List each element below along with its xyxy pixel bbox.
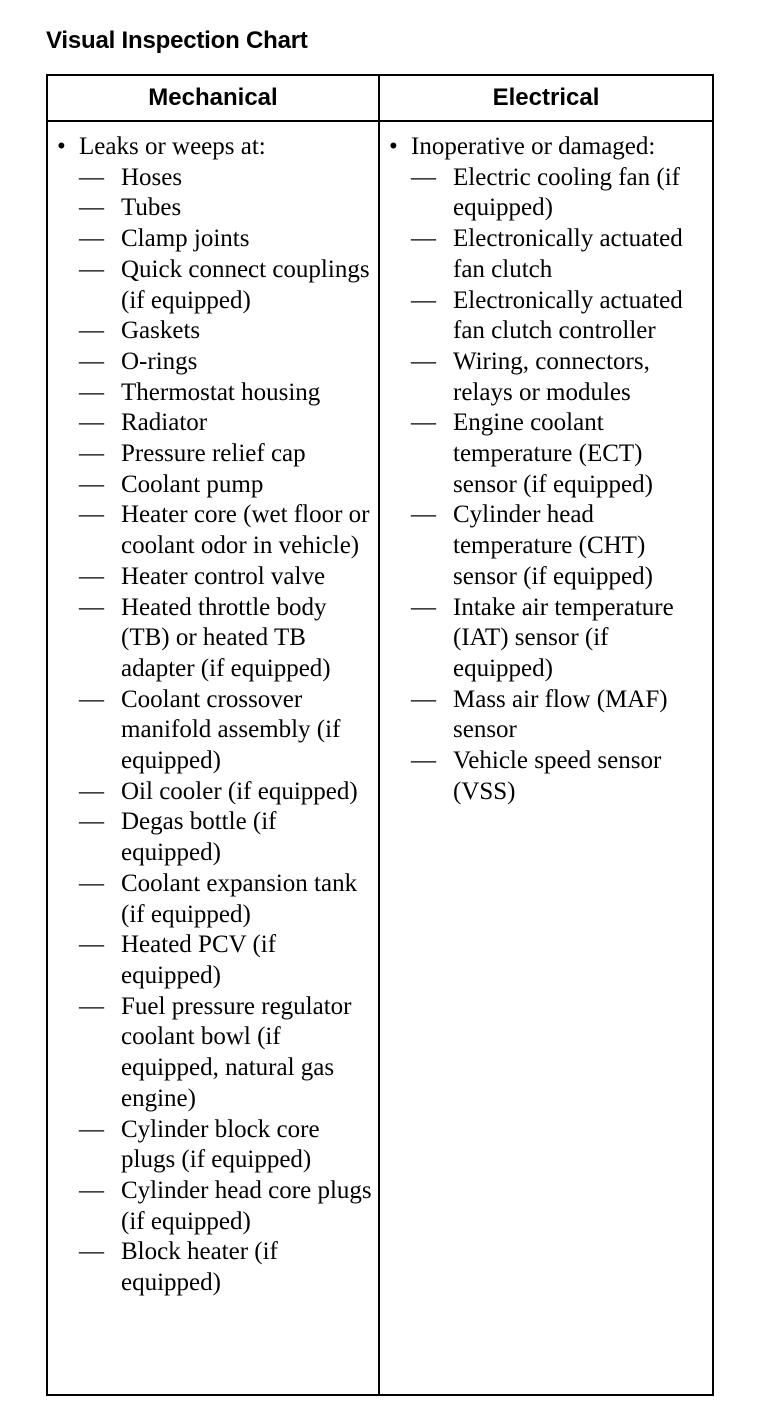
dash-glyph: — [411, 685, 436, 713]
list-item-text: Heater control valve [121, 562, 326, 590]
column-header-electrical: Electrical [379, 75, 713, 121]
electrical-list [389, 163, 706, 808]
list-item-text: Heated PCV (if equipped) [121, 931, 277, 989]
dash-glyph: — [79, 409, 104, 437]
list-item [57, 869, 372, 930]
list-item [57, 992, 372, 1115]
dash-glyph: — [411, 593, 436, 621]
list-item [389, 593, 706, 685]
list-item [57, 500, 372, 561]
list-item [57, 777, 372, 808]
list-item [57, 1115, 372, 1176]
list-item-text: Clamp joints [121, 225, 250, 253]
list-item-text: Cylinder head temperature (CHT) sensor (if equipped) [453, 501, 653, 590]
list-item [57, 470, 372, 501]
electrical-cell [379, 121, 713, 1395]
mechanical-cell [47, 121, 379, 1395]
dash-glyph: — [79, 317, 104, 345]
inspection-table [46, 74, 714, 1396]
list-item-text: Radiator [121, 409, 208, 437]
dash-glyph: — [79, 869, 104, 897]
list-item-text: Mass air flow (MAF) sensor [453, 685, 668, 744]
dash-glyph: — [79, 163, 104, 191]
dash-glyph: — [411, 286, 436, 314]
list-item [389, 347, 706, 408]
dash-glyph: — [79, 194, 104, 222]
list-item-text: Heater core (wet floor or coolant odor in vehicle) [121, 501, 370, 560]
list-item-text: Electronically actuated fan clutch [453, 225, 683, 283]
list-item [57, 807, 372, 868]
dash-glyph: — [79, 808, 104, 836]
list-item [389, 685, 706, 746]
list-item [57, 685, 372, 777]
dash-glyph: — [79, 1176, 104, 1204]
list-item-text: Vehicle speed sensor (VSS) [453, 747, 662, 805]
dash-glyph: — [79, 440, 104, 468]
dash-glyph: — [411, 163, 436, 191]
list-item [57, 1176, 372, 1237]
list-item-text: Wiring, connectors, relays or modules [453, 347, 650, 406]
list-item [57, 408, 372, 439]
list-item-text: Quick connect couplings (if equipped) [121, 255, 370, 314]
list-item [57, 255, 372, 316]
dash-glyph: — [79, 225, 104, 253]
list-item [389, 500, 706, 592]
dash-glyph: — [79, 992, 104, 1020]
dash-glyph: — [79, 777, 104, 805]
list-item [57, 439, 372, 470]
dash-glyph: — [79, 255, 104, 283]
list-item [57, 163, 372, 194]
dash-glyph: — [79, 685, 104, 713]
list-item-text: Oil cooler (if equipped) [121, 777, 358, 805]
dash-glyph: — [79, 347, 104, 375]
bullet-glyph: • [57, 133, 66, 160]
mechanical-intro [57, 132, 372, 163]
list-item-text: Electric cooling fan (if equipped) [453, 163, 680, 222]
list-item-text: O-rings [121, 347, 198, 375]
list-item [57, 316, 372, 347]
list-item [389, 224, 706, 285]
list-item-text: Pressure relief cap [121, 440, 306, 468]
list-item-text: Engine coolant temperature (ECT) sensor (if equipped) [453, 409, 653, 498]
list-item-text: Intake air temperature (IAT) sensor (if equipped) [453, 593, 674, 682]
list-item-text: Tubes [121, 194, 182, 222]
list-item [389, 163, 706, 224]
list-item [57, 347, 372, 378]
list-item-text: Cylinder block core plugs (if equipped) [121, 1115, 320, 1174]
list-item [57, 224, 372, 255]
mechanical-list [57, 163, 372, 1299]
list-item [57, 378, 372, 409]
dash-glyph: — [79, 470, 104, 498]
chart-title: Visual Inspection Chart [46, 27, 308, 54]
list-item [57, 193, 372, 224]
electrical-intro-text: Inoperative or damaged: [411, 133, 656, 160]
list-item-text: Thermostat housing [121, 378, 321, 406]
dash-glyph: — [411, 225, 436, 253]
list-item [57, 1237, 372, 1298]
list-item-text: Block heater (if equipped) [121, 1238, 278, 1297]
list-item-text: Coolant expansion tank (if equipped) [121, 869, 358, 928]
dash-glyph: — [411, 347, 436, 375]
list-item-text: Degas bottle (if equipped) [121, 808, 277, 867]
bullet-glyph: • [389, 133, 398, 160]
dash-glyph: — [411, 501, 436, 529]
list-item [389, 408, 706, 500]
dash-glyph: — [79, 593, 104, 621]
header-row [47, 75, 713, 121]
dash-glyph: — [79, 501, 104, 529]
dash-glyph: — [411, 747, 436, 775]
dash-glyph: — [79, 378, 104, 406]
electrical-intro [389, 132, 706, 163]
column-header-mechanical: Mechanical [47, 75, 379, 121]
list-item-text: Fuel pressure regulator coolant bowl (if equipped, natural gas engine) [121, 992, 352, 1112]
list-item-text: Cylinder head core plugs (if equipped) [121, 1176, 372, 1235]
dash-glyph: — [411, 409, 436, 437]
list-item [389, 286, 706, 347]
list-item-text: Heated throttle body (TB) or heated TB adapter (if equipped) [121, 593, 331, 682]
list-item-text: Gaskets [121, 317, 201, 345]
mechanical-intro-text: Leaks or weeps at: [79, 133, 266, 160]
dash-glyph: — [79, 562, 104, 590]
list-item [57, 562, 372, 593]
list-item-text: Electronically actuated fan clutch controller [453, 286, 683, 345]
dash-glyph: — [79, 931, 104, 959]
dash-glyph: — [79, 1238, 104, 1266]
list-item-text: Coolant crossover manifold assembly (if equipped) [121, 685, 341, 775]
content-row [47, 121, 713, 1395]
list-item-text: Coolant pump [121, 470, 264, 498]
list-item [57, 593, 372, 685]
dash-glyph: — [79, 1115, 104, 1143]
list-item-text: Hoses [121, 163, 183, 191]
list-item [57, 930, 372, 991]
list-item [389, 746, 706, 807]
